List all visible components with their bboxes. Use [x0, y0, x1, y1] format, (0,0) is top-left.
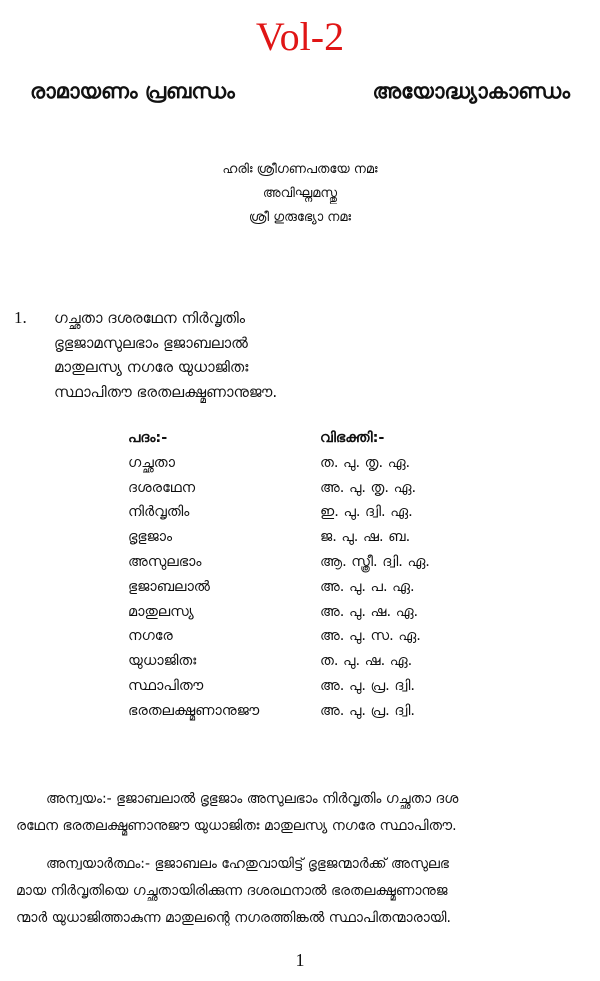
grammar-table	[128, 426, 488, 724]
case-cell: അ. പു. പ്ര. ദ്വി.	[320, 702, 415, 719]
invocation-line: ഹരിഃ ശ്രീഗണപതയേ നമഃ	[222, 162, 378, 177]
case-cell: ത. പു. ഷ. ഏ.	[320, 653, 413, 670]
invocation-line: ശ്രീ ഗുരുഭ്യോ നമഃ	[248, 210, 352, 225]
table-row	[128, 649, 488, 674]
word-cell: ഭുജാബലാൽ	[128, 578, 210, 595]
case-cell: ആ. സ്ത്രീ. ദ്വി. ഏ.	[320, 553, 430, 570]
table-row	[128, 674, 488, 699]
case-cell: അ. പു. സ. ഏ.	[320, 628, 421, 645]
table-row	[128, 699, 488, 724]
case-cell: ഇ. പു. ദ്വി. ഏ.	[320, 504, 413, 521]
case-column-header: വിഭക്തി:-	[320, 430, 385, 446]
word-cell: സ്ഥാപിതൗ	[128, 677, 204, 694]
case-cell: ത. പു. തൃ. ഏ.	[320, 454, 411, 471]
case-cell: ജ. പു. ഷ. ബ.	[320, 529, 411, 546]
verse-block	[14, 306, 574, 404]
anvayam-paragraph	[16, 786, 584, 840]
word-cell: ദശരഥേന	[128, 479, 196, 496]
paragraph-line: അന്വയാർത്ഥം:- ഭുജാബലം ഹേതുവായിട്ട് ഭൃഭുജന്മാർക്ക് അസുലഭ	[46, 856, 449, 872]
word-cell: അസുലഭാം	[128, 553, 202, 570]
table-row	[128, 451, 488, 476]
volume-label: Vol-2	[255, 14, 345, 59]
table-row	[128, 476, 488, 501]
paragraph-line: അന്വയം:- ഭുജാബലാൽ ഭൃഭുജാം അസുലഭാം നിർവൃതിം ഗച്ഛതാ ദശ	[46, 791, 459, 807]
page-heading	[30, 76, 570, 110]
word-cell: ഭൃഭുജാം	[128, 529, 173, 546]
book-title: രാമായണം പ്രബന്ധം	[30, 79, 235, 103]
word-cell: ഭരതലക്ഷ്മണാനുജൗ	[128, 702, 260, 719]
invocation-line: അവിഘ്നമസ്തു	[262, 186, 338, 201]
table-header-row	[128, 426, 488, 451]
paragraph-line: ന്മാർ യുധാജിത്താകുന്ന മാതുലന്റെ നഗരത്തിങ്കൽ സ്ഥാപിതന്മാരായി.	[16, 910, 451, 926]
table-row	[128, 550, 488, 575]
page-number: 1	[295, 950, 305, 970]
case-cell: അ. പു. പ്ര. ദ്വി.	[320, 677, 415, 694]
paragraph-line: രഥേന ഭരതലക്ഷ്മണാനുജൗ യുധാജിതഃ മാതുലസ്യ നഗരേ സ്ഥാപിതൗ.	[16, 818, 457, 834]
verse-line: മാതുലസ്യ നഗരേ യുധാജിതഃ	[54, 358, 249, 376]
paragraph-line: മായ നിർവൃതിയെ ഗച്ഛതായിരിക്കുന്ന ദശരഥനാൽ ഭരതലക്ഷ്മണാനുജ	[16, 883, 448, 899]
verse-line: ഭൃഭുജാമസുലഭാം ഭുജാബലാൽ	[54, 333, 248, 352]
table-row	[128, 600, 488, 625]
word-cell: നിർവൃതിം	[128, 504, 190, 521]
case-cell: അ. പു. പ. ഏ.	[320, 578, 415, 595]
word-cell: യുധാജിതഃ	[128, 653, 197, 670]
case-cell: അ. പു. ഷ. ഏ.	[320, 603, 419, 620]
verse-number: 1.	[14, 308, 27, 327]
word-cell: മാതുലസ്യ	[128, 603, 194, 620]
word-cell: നഗരേ	[128, 628, 173, 645]
table-row	[128, 575, 488, 600]
invocation-block	[0, 158, 600, 230]
table-row	[128, 624, 488, 649]
chapter-title: അയോദ്ധ്യാകാണ്ഡം	[372, 79, 570, 103]
word-column-header: പദം:-	[128, 430, 168, 446]
anvayartham-paragraph	[16, 851, 584, 932]
table-row	[128, 525, 488, 550]
verse-line: സ്ഥാപിതൗ ഭരതലക്ഷ്മണാനുജൗ.	[54, 382, 278, 401]
word-cell: ഗച്ഛതാ	[128, 454, 175, 471]
table-row	[128, 500, 488, 525]
verse-line: ഗച്ഛതാ ദശരഥേന നിർവൃതിം	[54, 309, 245, 327]
case-cell: അ. പു. തൃ. ഏ.	[320, 479, 417, 496]
